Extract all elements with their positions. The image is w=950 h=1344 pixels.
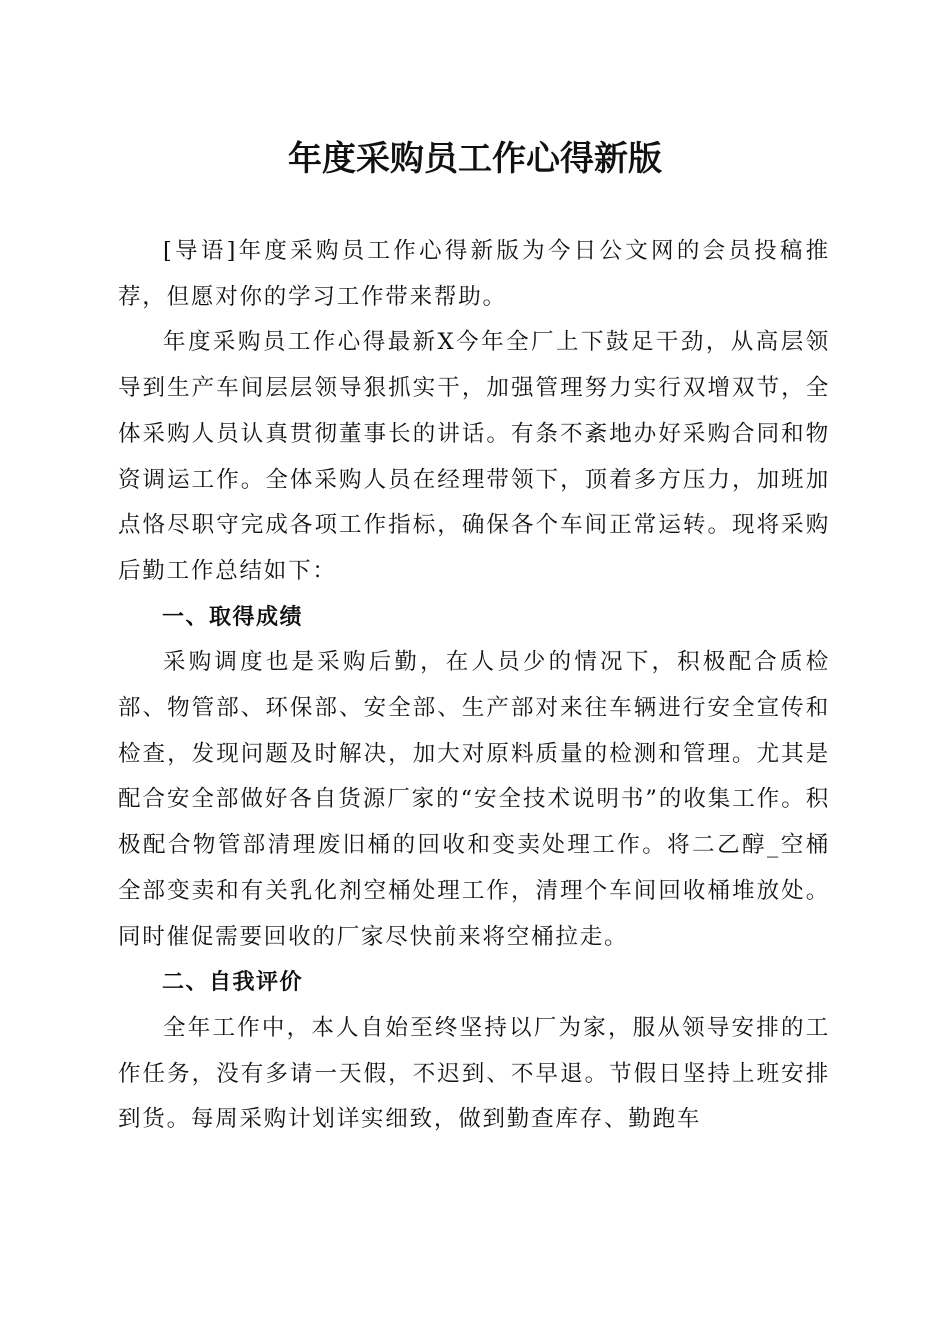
section-2-heading: 二、自我评价 — [162, 970, 304, 996]
paragraph-1: 年度采购员工作心得最新X今年全厂上下鼓足干劲，从高层领导到生产车间层层领导狠抓实干，加强管理努力实行双增双节，全体采购人员认真贯彻董事长的讲话。有条不紊地办好采购合同和物资调运工作。全体采购人员在经理带领下，顶着多方压力，加班加点恪尽职守完成各项工作指标，确保各个车间正常运转。现将采购后勤工作总结如下： — [118, 329, 830, 584]
section-2-text: 全年工作中，本人自始至终坚持以厂为家，服从领导安排的工作任务，没有多请一天假，不迟到、不早退。节假日坚持上班安排到货。每周采购计划详实细致，做到勤查库存、勤跑车 — [118, 1014, 830, 1133]
intro-paragraph: [导语]年度采购员工作心得新版为今日公文网的会员投稿推荐，但愿对你的学习工作带来帮助。 — [118, 238, 830, 310]
section-1-heading: 一、取得成绩 — [162, 604, 304, 630]
document-title: 年度采购员工作心得新版 — [288, 139, 662, 179]
document-body — [118, 229, 830, 1143]
section-1-text: 采购调度也是采购后勤，在人员少的情况下，积极配合质检部、物管部、环保部、安全部、生产部对来往车辆进行安全宣传和检查，发现问题及时解决，加大对原料质量的检测和管理。尤其是配合安全部做好各自货源厂家的“安全技术说明书”的收集工作。积极配合物管部清理废旧桶的回收和变卖处理工作。将二乙醇_空桶全部变卖和有关乳化剂空桶处理工作，清理个车间回收桶堆放处。同时催促需要回收的厂家尽快前来将空桶拉走。 — [118, 649, 830, 950]
